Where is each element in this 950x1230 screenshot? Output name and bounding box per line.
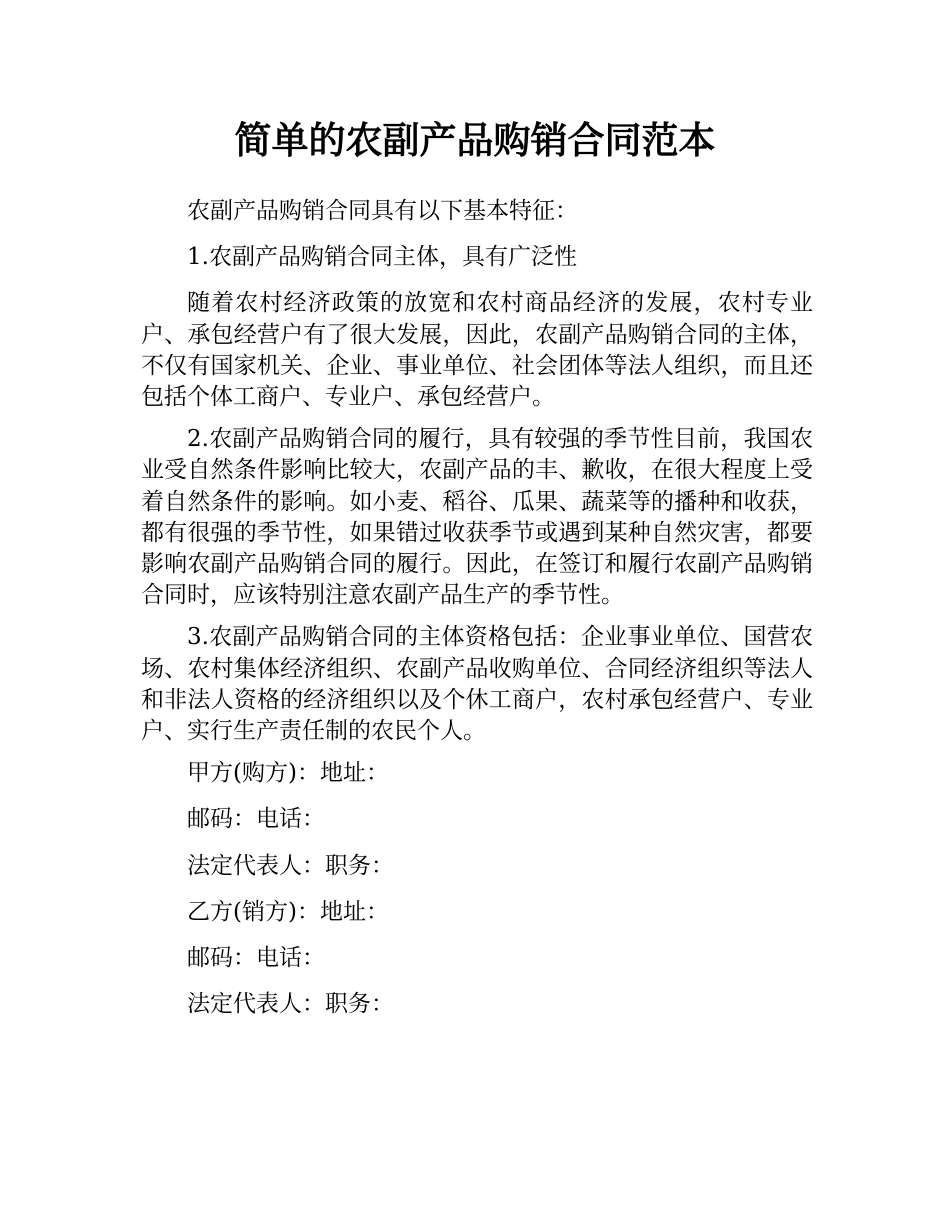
party-b-postcode-phone-line: 邮码：电话：	[187, 945, 325, 972]
party-a-representative-line: 法定代表人：职务：	[187, 852, 394, 879]
party-b-representative-line: 法定代表人：职务：	[187, 991, 394, 1018]
paragraph-feature-1-heading: 1.农副产品购销合同主体，具有广泛性	[187, 244, 577, 271]
paragraph-feature-2: 2.农副产品购销合同的履行，具有较强的季节性目前，我国农业受自然条件影响比较大，农副产品的丰、歉收，在很大程度上受着自然条件的影响。如小麦、稻谷、瓜果、蔬菜等的播种和收获，都有很强的季节性，如果错过收获季节或遇到某种自然灾害，都要影响农副产品购销合同的履行。因此，在签订和履行农副产品购销合同时，应该特别注意农副产品生产的季节性。	[141, 426, 813, 609]
paragraph-intro: 农副产品购销合同具有以下基本特征：	[187, 198, 578, 224]
party-a-address-line: 甲方(购方)：地址：	[187, 760, 389, 787]
paragraph-feature-1-body: 随着农村经济政策的放宽和农村商品经济的发展，农村专业户、承包经营户有了很大发展，因此，农副产品购销合同的主体，不仅有国家机关、企业、事业单位、社会团体等法人组织，而且还包括个体工商户、专业户、承包经营户。	[141, 290, 813, 411]
party-a-postcode-phone-line: 邮码：电话：	[187, 806, 325, 833]
document-body	[141, 196, 813, 1035]
paragraph-feature-3: 3.农副产品购销合同的主体资格包括：企业事业单位、国营农场、农村集体经济组织、农副产品收购单位、合同经济组织等法人和非法人资格的经济组织以及个休工商户，农村承包经营户、专业户、实行生产责任制的农民个人。	[141, 624, 813, 745]
party-b-address-line: 乙方(销方)：地址：	[187, 898, 389, 925]
document-title: 简单的农副产品购销合同范本	[234, 119, 716, 162]
